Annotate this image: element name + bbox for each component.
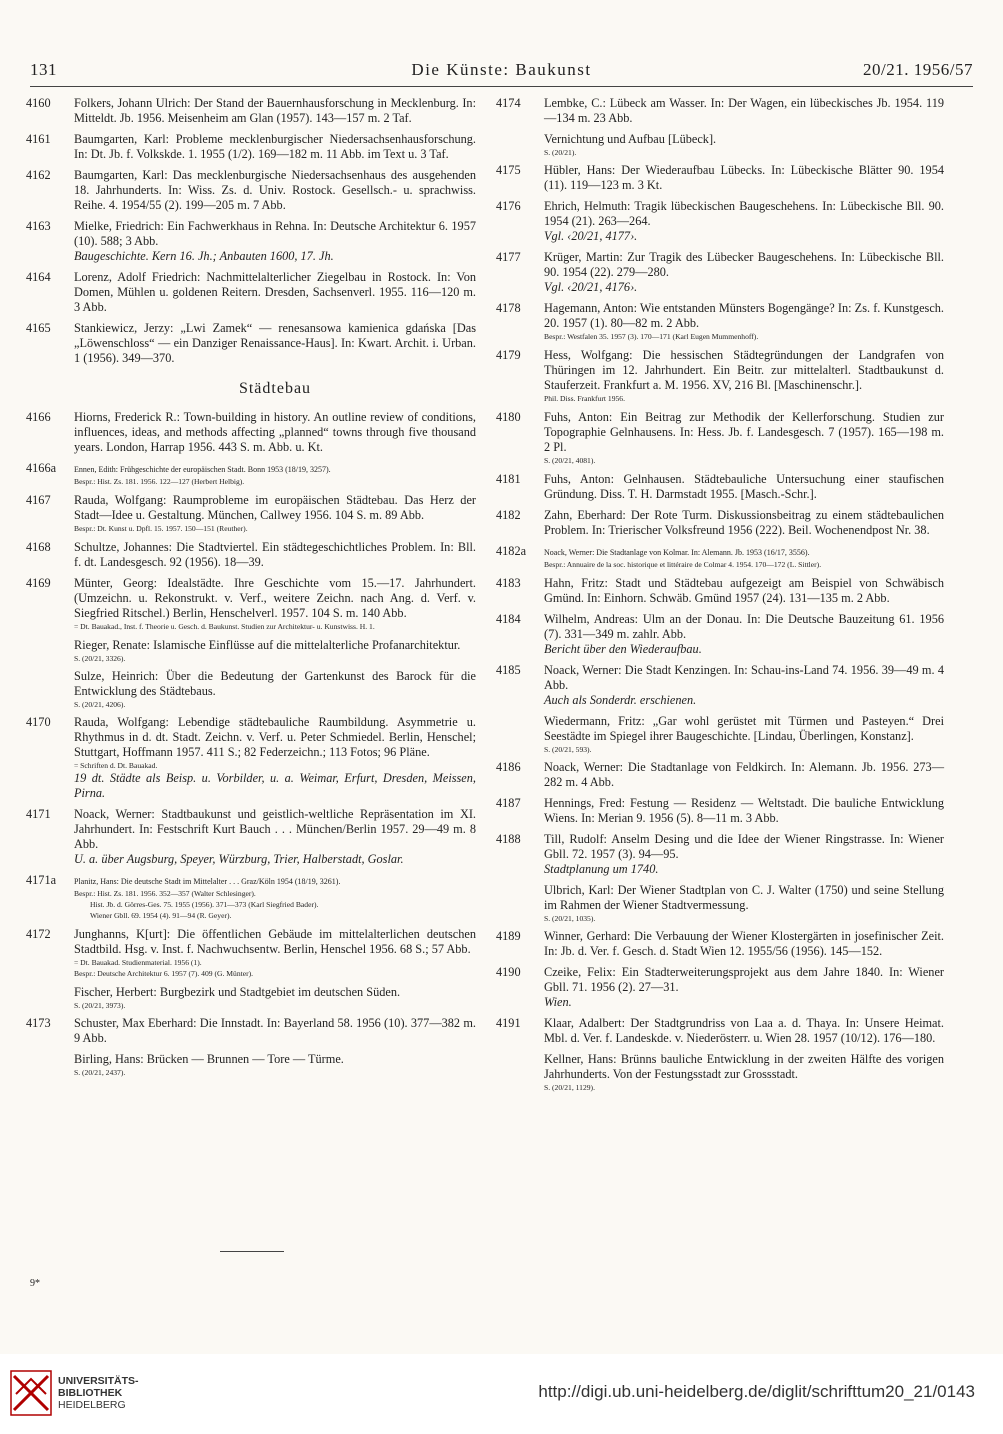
entry-text: Folkers, Johann Ulrich: Der Stand der Bauernhausforschung in Mecklenburg. In: Mitteldt. Jb. 1956. Meisenheim am Glan (1957). 143—157 m. 2 Taf. — [74, 96, 476, 125]
entry-text: Schultze, Johannes: Die Stadtviertel. Ein städtegeschichtliches Problem. In: Bll. f. dt. Landesgesch. 92 (1956). 18—39. — [74, 540, 476, 569]
entry-number: 4173 — [26, 1016, 51, 1030]
entry-number: 4188 — [496, 832, 521, 846]
end-rule — [220, 1251, 284, 1252]
entry-number: 4177 — [496, 250, 521, 264]
entry-text: Fuhs, Anton: Ein Beitrag zur Methodik der Kellerforschung. Studien zur Topographie Gelnhausens. In: Hess. Jb. f. Landesgesch. 7 (1957). 165—198 m. 2 Pl. — [544, 410, 944, 454]
entry-text: Hiorns, Frederick R.: Town-building in history. An outline review of conditions, influences, ideas, and methods affecting „planned“ towns through five thousand years. London, Harrap 1956. 443 S. m. Abb. u. Kt. — [74, 410, 476, 454]
bibliography-entry — [496, 714, 944, 755]
bibliography-entry — [26, 1016, 476, 1046]
bibliography-entry — [26, 873, 476, 921]
bibliography-entry — [26, 1052, 476, 1078]
volume-range: 20/21. 1956/57 — [863, 60, 973, 79]
entry-number: 4184 — [496, 612, 521, 626]
entry-text: Klaar, Adalbert: Der Stadtgrundriss von Laa a. d. Thaya. In: Unsere Heimat. Mbl. d. Ver. f. Landeskde. v. Niederösterr. u. Wien 28. 1957 (10/12). 176—180. — [544, 1016, 944, 1045]
entry-number: 4182 — [496, 508, 521, 522]
entry-annotation: Vgl. ‹20/21, 4177›. — [544, 229, 638, 243]
entry-text: Noack, Werner: Die Stadt Kenzingen. In: Schau-ins-Land 74. 1956. 39—49 m. 4 Abb. — [544, 663, 944, 692]
bibliography-entry — [496, 796, 944, 826]
bibliography-entry — [26, 96, 476, 126]
entry-number: 4182a — [496, 544, 527, 558]
library-name: UNIVERSITÄTS- BIBLIOTHEK HEIDELBERG — [58, 1375, 139, 1411]
bibliography-entry — [496, 301, 944, 342]
bibliography-entry — [496, 508, 944, 538]
bibliography-entry — [496, 544, 944, 570]
entry-annotation: U. a. über Augsburg, Speyer, Würzburg, Trier, Halberstadt, Goslar. — [74, 852, 404, 866]
signature-mark: 9* — [30, 1278, 40, 1289]
entry-number: 4176 — [496, 199, 521, 213]
bibliography-entry — [496, 1016, 944, 1046]
entry-note: = Schriften d. Dt. Bauakad. — [74, 761, 158, 770]
entry-note: S. (20/21, 3973). — [74, 1001, 126, 1010]
entry-text: Hahn, Fritz: Stadt und Städtebau aufgezeigt am Beispiel von Schwäbisch Gmünd. In: Einhorn. Schwäb. Gmünd 1957 (24). 131—135 m. 2 Abb. — [544, 576, 944, 605]
entry-number: 4167 — [26, 493, 51, 507]
bibliography-entry — [496, 410, 944, 466]
entry-text: Junghanns, K[urt]: Die öffentlichen Gebäude im mittelalterlichen deutschen Stadtbild. Hsg. v. Inst. f. Nachwuchsentw. Berlin, Henschel 1956. 68 S.; 57 Abb. — [74, 927, 476, 956]
entry-text: Ulbrich, Karl: Der Wiener Stadtplan von C. J. Walter (1750) und seine Stellung im Rahmen der Wiener Stadtvermessung. — [544, 883, 944, 912]
entry-text: Fischer, Herbert: Burgbezirk und Stadtgebiet im deutschen Süden. — [74, 985, 401, 999]
entry-note: Bespr.: Hist. Zs. 181. 1956. 122—127 (Herbert Helbig). — [74, 477, 245, 486]
entry-annotation: Auch als Sonderdr. erschienen. — [544, 693, 697, 707]
bibliography-entry — [26, 807, 476, 867]
entry-number: 4191 — [496, 1016, 521, 1030]
running-head — [30, 60, 973, 84]
entry-number: 4166a — [26, 461, 57, 475]
bibliography-entry — [496, 760, 944, 790]
entry-text: Fuhs, Anton: Gelnhausen. Städtebauliche Untersuchung einer staufischen Gründung. Diss. T. H. Darmstadt 1955. [Masch.-Schr.]. — [544, 472, 944, 501]
bibliography-entry — [496, 965, 944, 1010]
entry-number: 4171a — [26, 873, 57, 887]
entry-note: = Dt. Bauakad. Studienmaterial. 1956 (1). — [74, 958, 202, 967]
entry-number: 4165 — [26, 321, 51, 335]
bibliography-entry — [496, 612, 944, 657]
bibliography-entry — [26, 132, 476, 162]
entry-text: Krüger, Martin: Zur Tragik des Lübecker Baugeschehens. In: Lübeckische Bll. 90. 1954 (22). 279—280. — [544, 250, 944, 279]
entry-text: Vernichtung und Aufbau [Lübeck]. — [544, 132, 717, 146]
entry-text: Noack, Werner: Die Stadtanlage von Feldkirch. In: Alemann. Jb. 1956. 273—282 m. 4 Abb. — [544, 760, 944, 789]
entry-number: 4183 — [496, 576, 521, 590]
entry-text: Hess, Wolfgang: Die hessischen Städtegründungen der Landgrafen von Thüringen im 12. Jahrhundert. Ein Beitr. zur mittelalterl. Stadtbaukunst d. Stauferzeit. Frankfurt a. M. 1956. XV, 216 Bl. [Maschinenschr.]. — [544, 348, 944, 392]
entry-text: Baumgarten, Karl: Das mecklenburgische Niedersachsenhaus des ausgehenden 18. Jahrhunderts. In: Wiss. Zs. d. Univ. Rostock. Gesellsch.- u. sprachwiss. Reihe. 4. 1954/55 (2). 199—205 m. 7 Abb. — [74, 168, 476, 212]
bibliography-entry — [26, 410, 476, 455]
page-title: Die Künste: Baukunst — [411, 60, 592, 79]
entry-note: Bespr.: Westfalen 35. 1957 (3). 170—171 (Karl Eugen Mummenhoff). — [544, 332, 759, 341]
entry-note: S. (20/21, 4081). — [544, 456, 596, 465]
entry-annotation: Baugeschichte. Kern 16. Jh.; Anbauten 1600, 17. Jh. — [74, 249, 334, 263]
entry-note: Hist. Jb. d. Görres-Ges. 75. 1955 (1956). 371—373 (Karl Siegfried Bader). — [90, 900, 319, 909]
entry-note: S. (20/21, 3326). — [74, 654, 126, 663]
entry-number: 4172 — [26, 927, 51, 941]
entry-note: Bespr.: Hist. Zs. 181. 1956. 352—357 (Walter Schlesinger). — [74, 889, 256, 898]
entry-number: 4166 — [26, 410, 51, 424]
entry-note: = Dt. Bauakad., Inst. f. Theorie u. Gesch. d. Baukunst. Studien zur Architektur- u. Kunstwiss. H. 1. — [74, 622, 375, 631]
entry-text: Schuster, Max Eberhard: Die Innstadt. In: Bayerland 58. 1956 (10). 377—382 m. 9 Abb. — [74, 1016, 476, 1045]
entry-annotation: 19 dt. Städte als Beisp. u. Vorbilder, u. a. Weimar, Erfurt, Dresden, Meissen, Pirna. — [74, 771, 476, 800]
entry-number: 4168 — [26, 540, 51, 554]
entry-number: 4174 — [496, 96, 521, 110]
page-number: 131 — [30, 60, 57, 79]
entry-number: 4164 — [26, 270, 51, 284]
entry-number: 4178 — [496, 301, 521, 315]
entry-number: 4169 — [26, 576, 51, 590]
entry-annotation: Bericht über den Wiederaufbau. — [544, 642, 702, 656]
bibliography-entry — [496, 348, 944, 404]
bibliography-entry — [496, 199, 944, 244]
entry-text: Stankiewicz, Jerzy: „Lwi Zamek“ — renesansowa kamienica gdańska [Das „Löwenschloss“ — ein Danziger Renaissance-Haus]. In: Kwart. Archit. i. Urban. 1 (1956). 349—370. — [74, 321, 476, 365]
entry-text: Baumgarten, Karl: Probleme mecklenburgischer Niedersachsenhausforschung. In: Dt. Jb. f. Volkskde. 1. 1955 (1/2). 169—182 m. 11 Abb. im Text u. 3 Taf. — [74, 132, 476, 161]
entry-text: Ennen, Edith: Frühgeschichte der europäischen Stadt. Bonn 1953 (18/19, 3257). — [74, 465, 331, 474]
bibliography-entry — [496, 472, 944, 502]
entry-text: Mielke, Friedrich: Ein Fachwerkhaus in Rehna. In: Deutsche Architektur 6. 1957 (10). 588; 3 Abb. — [74, 219, 476, 248]
entry-number: 4185 — [496, 663, 521, 677]
header-rule — [30, 86, 973, 87]
entry-number: 4179 — [496, 348, 521, 362]
entry-text: Ehrich, Helmuth: Tragik lübeckischen Baugeschehens. In: Lübeckische Bll. 90. 1954 (21). 263—264. — [544, 199, 944, 228]
bibliography-entry — [26, 927, 476, 979]
bibliography-entry — [26, 219, 476, 264]
entry-number: 4190 — [496, 965, 521, 979]
bibliography-entry — [496, 929, 944, 959]
entry-number: 4161 — [26, 132, 51, 146]
entry-number: 4181 — [496, 472, 521, 486]
bibliography-entry — [496, 163, 944, 193]
entry-annotation: Wien. — [544, 995, 572, 1009]
bibliography-entry — [496, 1052, 944, 1093]
entry-text: Rauda, Wolfgang: Lebendige städtebauliche Raumbildung. Asymmetrie u. Rhythmus in d. dt. Stadt. Zeichn. v. Verf. u. Peter Schmiedel. Berlin, Henschel; Stuttgart, Hoffmann 1957. 411 S.; 82 Federzeichn.; 113 Fotos; 96 Pläne. — [74, 715, 476, 759]
entry-annotation: Stadtplanung um 1740. — [544, 862, 659, 876]
bibliography-entry — [26, 669, 476, 710]
bibliography-entry — [26, 576, 476, 632]
entry-text: Sulze, Heinrich: Über die Bedeutung der Gartenkunst des Barock für die Entwicklung des Städtebaus. — [74, 669, 476, 698]
bibliography-entry — [496, 576, 944, 606]
entry-text: Noack, Werner: Stadtbaukunst und geistlich-weltliche Repräsentation im XI. Jahrhundert. In: Festschrift Kurt Bauch . . . München/Berlin 1957. 29—49 m. 8 Abb. — [74, 807, 476, 851]
entry-number: 4187 — [496, 796, 521, 810]
entry-annotation: Vgl. ‹20/21, 4176›. — [544, 280, 638, 294]
bibliography-entry — [26, 270, 476, 315]
bibliography-entry — [26, 168, 476, 213]
entry-note: S. (20/21, 4206). — [74, 700, 126, 709]
bibliography-entry — [496, 832, 944, 877]
bibliography-entry — [496, 883, 944, 924]
entry-note: S. (20/21). — [544, 148, 577, 157]
entry-number: 4160 — [26, 96, 51, 110]
entry-number: 4171 — [26, 807, 51, 821]
entry-note: Bespr.: Deutsche Architektur 6. 1957 (7). 409 (G. Münter). — [74, 969, 254, 978]
entry-note: S. (20/21, 2437). — [74, 1068, 126, 1077]
bibliography-entry — [26, 493, 476, 534]
bibliography-entry — [496, 663, 944, 708]
entry-number: 4170 — [26, 715, 51, 729]
section-heading: Städtebau — [238, 380, 312, 397]
entry-text: Kellner, Hans: Brünns bauliche Entwicklung in der zweiten Hälfte des vorigen Jahrhunderts. Von der Festungsstadt zur Grossstadt. — [544, 1052, 944, 1081]
entry-number: 4180 — [496, 410, 521, 424]
entry-note: Bespr.: Annuaire de la soc. historique et littéraire de Colmar 4. 1954. 170—172 (L. Sittler). — [544, 560, 822, 569]
entry-note: S. (20/21, 1035). — [544, 914, 596, 923]
entry-text: Hagemann, Anton: Wie entstanden Münsters Bogengänge? In: Zs. f. Kunstgesch. 20. 1957 (1). 80—82 m. 2 Abb. — [544, 301, 944, 330]
entry-number: 4163 — [26, 219, 51, 233]
entry-number: 4162 — [26, 168, 51, 182]
entry-note: S. (20/21, 593). — [544, 745, 592, 754]
entry-note: S. (20/21, 1129). — [544, 1083, 595, 1092]
entry-text: Till, Rudolf: Anselm Desing und die Idee der Wiener Ringstrasse. In: Wiener Gbll. 72. 1957 (3). 94—95. — [544, 832, 944, 861]
entry-text: Zahn, Eberhard: Der Rote Turm. Diskussionsbeitrag zu einem städtebaulichen Problem. In: Trierischer Volksfreund 1956 (222). Beil. Wochenendpost Nr. 38. — [544, 508, 944, 537]
bibliography-entry — [26, 321, 476, 366]
bibliography-entry — [26, 715, 476, 801]
bibliography-entry — [496, 250, 944, 295]
bibliography-entry — [26, 540, 476, 570]
entry-text: Hennings, Fred: Festung — Residenz — Weltstadt. Die bauliche Entwicklung Wiens. In: Merian 9. 1956 (5). 8—11 m. 3 Abb. — [544, 796, 944, 825]
left-column — [26, 96, 476, 1083]
entry-text: Lorenz, Adolf Friedrich: Nachmittelalterlicher Ziegelbau in Rostock. In: Von Domen, Mühlen u. goldenen Reitern. Dresden, Sachsenverl. 1955. 116—120 m. 3 Abb. — [74, 270, 476, 314]
entry-number: 4189 — [496, 929, 521, 943]
entry-text: Wiedermann, Fritz: „Gar wohl gerüstet mit Türmen und Pasteyen.“ Drei Seestädte im Spiegel ihrer Baugeschichte. [Lindau, Überlingen, Konstanz]. — [544, 714, 944, 743]
bibliography-entry — [26, 985, 476, 1011]
entry-note: Phil. Diss. Frankfurt 1956. — [544, 394, 626, 403]
entry-text: Lembke, C.: Lübeck am Wasser. In: Der Wagen, ein lübeckisches Jb. 1954. 119—134 m. 23 Abb. — [544, 96, 944, 125]
bibliography-entry — [496, 132, 944, 158]
entry-text: Planitz, Hans: Die deutsche Stadt im Mittelalter . . . Graz/Köln 1954 (18/19, 3261). — [74, 877, 341, 886]
footer — [0, 1354, 1003, 1434]
right-column — [496, 96, 944, 1098]
entry-note: Wiener Gbll. 69. 1954 (4). 91—94 (R. Geyer). — [90, 911, 232, 920]
entry-text: Rieger, Renate: Islamische Einflüsse auf die mittelalterliche Profanarchitektur. — [74, 638, 461, 652]
entry-note: Bespr.: Dt. Kunst u. Dpfl. 15. 1957. 150—151 (Reuther). — [74, 524, 248, 533]
entry-text: Czeike, Felix: Ein Stadterweiterungsprojekt aus dem Jahre 1840. In: Wiener Gbll. 71. 1956 (2). 27—31. — [544, 965, 944, 994]
entry-text: Rauda, Wolfgang: Raumprobleme im europäischen Städtebau. Das Herz der Stadt—Idee u. Gestaltung. München, Callwey 1956. 104 S. m. 89 Abb. — [74, 493, 476, 522]
source-url[interactable]: http://digi.ub.uni-heidelberg.de/diglit/schrifttum20_21/0143 — [538, 1382, 975, 1401]
entry-text: Hübler, Hans: Der Wiederaufbau Lübecks. In: Lübeckische Blätter 90. 1954 (11). 119—123 m. 3 Kt. — [544, 163, 944, 192]
entry-text: Noack, Werner: Die Stadtanlage von Kolmar. In: Alemann. Jb. 1953 (16/17, 3556). — [544, 548, 810, 557]
entry-number: 4175 — [496, 163, 521, 177]
entry-number: 4186 — [496, 760, 521, 774]
bibliography-entry — [26, 638, 476, 664]
entry-text: Winner, Gerhard: Die Verbauung der Wiener Klostergärten in josefinischer Zeit. In: Jb. d. Ver. f. Gesch. d. Stadt Wien 12. 1955/56 (1956). 145—152. — [544, 929, 944, 958]
entry-text: Birling, Hans: Brücken — Brunnen — Tore — Türme. — [74, 1052, 344, 1066]
bibliography-entry — [496, 96, 944, 126]
library-logo-icon — [10, 1370, 52, 1416]
entry-text: Münter, Georg: Idealstädte. Ihre Geschichte vom 15.—17. Jahrhundert. (Umzeichn. u. Rekonstrukt. v. Verf., weitere Zeichn. nach Ang. d. Verf. v. Siegfried Ritschel.) Berlin, Henschelverl. 1957. 104 S. m. 140 Abb. — [74, 576, 476, 620]
bibliography-entry — [26, 461, 476, 487]
entry-text: Wilhelm, Andreas: Ulm an der Donau. In: Die Deutsche Bauzeitung 61. 1956 (7). 331—349 m. zahlr. Abb. — [544, 612, 944, 641]
